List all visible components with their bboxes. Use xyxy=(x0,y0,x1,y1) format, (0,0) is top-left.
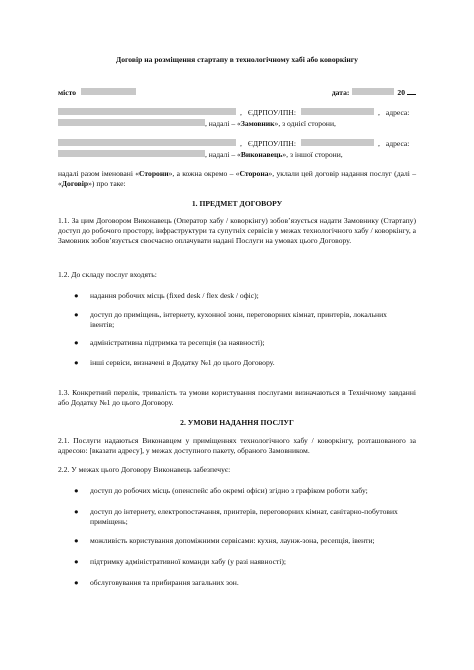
customer-address-field[interactable] xyxy=(58,119,205,126)
contractor-address-field[interactable] xyxy=(58,150,205,157)
customer-edrpou-label: ЄДРПОУ/ІПН: xyxy=(247,108,296,117)
section-2-title: 2. УМОВИ НАДАННЯ ПОСЛУГ xyxy=(180,418,294,427)
contractor-edrpou-label: ЄДРПОУ/ІПН: xyxy=(247,139,296,148)
list-item: ● доступ до робочих місць (опенспейс або окремі офіси) згідно з графіком роботи хабу; xyxy=(74,486,368,495)
contractor-line-2 xyxy=(58,150,416,160)
contractor-name-field[interactable] xyxy=(58,139,236,146)
list-item: ● інші сервіси, визначені в Додатку №1 до цього Договору. xyxy=(74,358,275,367)
customer-address-label: адреса: xyxy=(385,108,410,117)
list-item: ● доступ до приміщень, інтернету, кухонної зони, переговорних кімнат, принтерів, локальних івентів; xyxy=(74,310,387,330)
customer-tail-b: », з однієї сторони, xyxy=(274,119,336,128)
customer-edrpou-field[interactable] xyxy=(301,108,374,115)
list-item: ● доступ до інтернету, електропостачання, принтерів, переговорних кімнат, санітарно-побутових приміщень; xyxy=(74,507,398,527)
list-item: ● обслуговування та прибирання загальних зон. xyxy=(74,578,239,587)
city-field[interactable] xyxy=(81,88,136,95)
city-label: місто xyxy=(58,88,77,97)
list-item: ● надання робочих місць (fixed desk / flex desk / офіс); xyxy=(74,291,259,300)
date-label: дата xyxy=(331,88,347,97)
contractor-edrpou-field[interactable] xyxy=(301,139,374,146)
clause-2-2: 2.2. У межах цього Договору Виконавець забезпечує: xyxy=(58,465,231,474)
clause-1-3: 1.3. Конкретний перелік, тривалість та умови користування послугами визначаються в Технічному завданні або Додатку №1 до цього Договору. xyxy=(58,388,416,408)
clause-1-2: 1.2. До складу послуг входять: xyxy=(58,270,157,279)
customer-line-2 xyxy=(58,119,416,129)
document-title: Договір на розміщення стартапу в технологічному хабі або коворкінгу xyxy=(116,55,358,64)
list-item: ● підтримку адміністративної команди хабу (у разі наявності); xyxy=(74,557,287,566)
contractor-line-1: , ЄДРПОУ/ІПН: , адреса: xyxy=(58,139,416,149)
customer-tail-a: , надалі – « xyxy=(205,119,241,128)
contractor-role: Виконавець xyxy=(240,150,283,159)
contractor-tail-b: », з іншої сторони, xyxy=(282,150,343,159)
date-field[interactable] xyxy=(352,88,394,95)
clause-1-1: 1.1. За цим Договором Виконавець (Оператор хабу / коворкінгу) зобов’язується надати Замовнику (Стартапу) доступ до робочого простору, інфраструктури та супутніх сервісів у межах технологічного хабу / коворкінгу, а Замовник зобов’язується своєчасно оплачувати надані Послуги на умовах цього Договору. xyxy=(58,216,416,246)
list-item: ● адміністративна підтримка та ресепція (за наявності); xyxy=(74,338,265,347)
contractor-address-label: адреса: xyxy=(385,139,410,148)
city-date-row: місто дата : 20 xyxy=(58,87,416,98)
contractor-tail-a: , надалі – « xyxy=(205,150,241,159)
list-item: ● можливість користування допоміжними сервісами: кухня, лаунж-зона, ресепція, івенти; xyxy=(74,536,375,545)
section-1-title: 1. ПРЕДМЕТ ДОГОВОРУ xyxy=(191,199,283,208)
customer-line-1: , ЄДРПОУ/ІПН: , адреса: xyxy=(58,108,416,118)
year-field[interactable] xyxy=(407,87,416,95)
date-year: 20 xyxy=(397,88,405,97)
intro-paragraph: надалі разом іменовані «Сторони», а кожна окремо – «Сторона», уклали цей договір надання послуг (далі – «Договір») про таке: xyxy=(58,169,416,189)
customer-name-field[interactable] xyxy=(58,108,236,115)
clause-2-1: 2.1. Послуги надаються Виконавцем у приміщеннях технологічного хабу / коворкінгу, розташованого за адресою: [вказати адресу], у межах доступного пакету, обраного Замовником. xyxy=(58,436,416,456)
customer-role: Замовник xyxy=(240,119,275,128)
